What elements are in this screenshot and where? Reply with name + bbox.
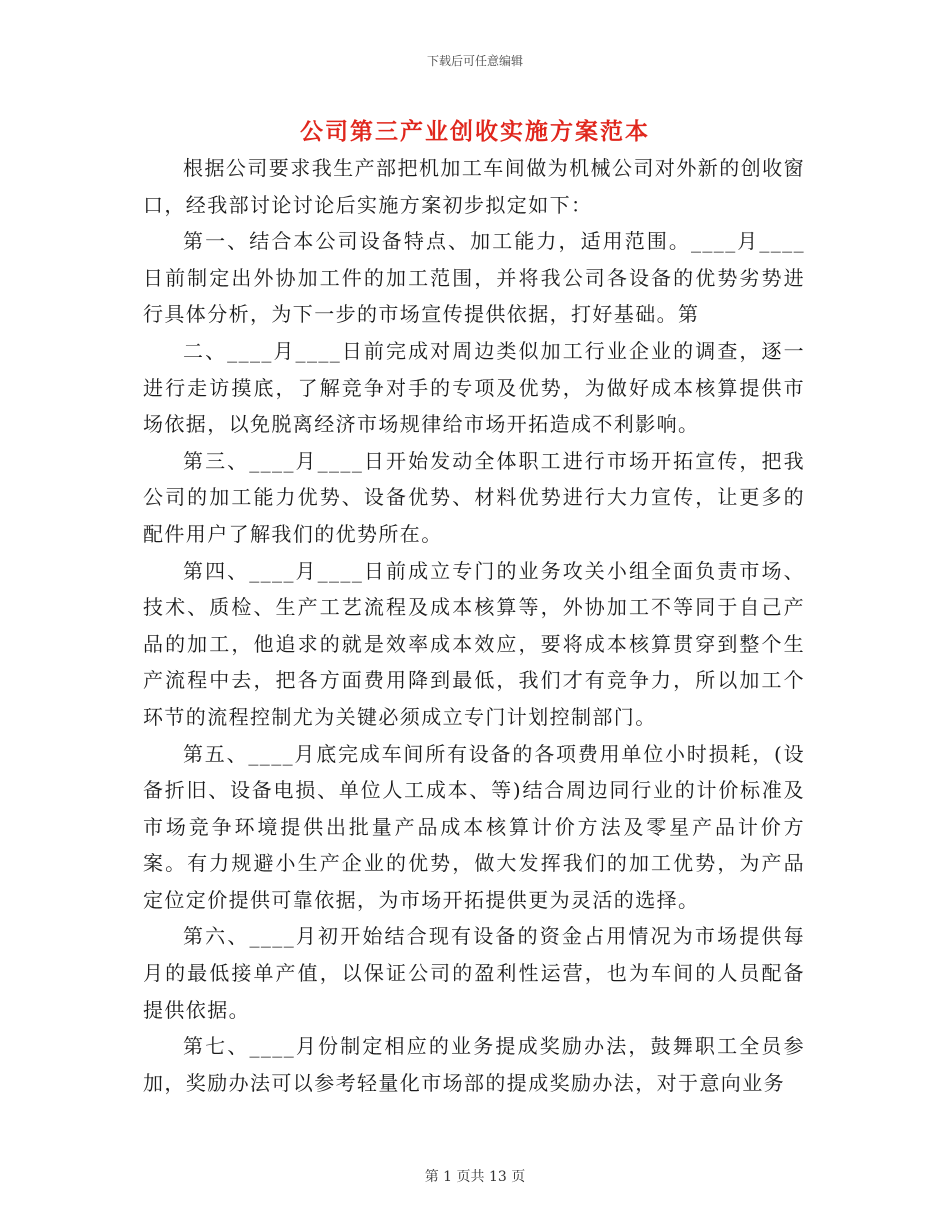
paragraph: 第四、____月____日前成立专门的业务攻关小组全面负责市场、技术、质检、生产工艺流程及成本核算等，外协加工不等同于自己产品的加工，他追求的就是效率成本效应，要将成本核算贯穿到整个生产流程中去，把各方面费用降到最低，我们才有竞争力，所以加工个环节的流程控制尤为关键必须成立专门计划控制部门。 (143, 558, 805, 729)
paragraph: 第三、____月____日开始发动全体职工进行市场开拓宣传，把我公司的加工能力优势、设备优势、材料优势进行大力宣传，让更多的配件用户了解我们的优势所在。 (143, 448, 805, 546)
paragraph: 第五、____月底完成车间所有设备的各项费用单位小时损耗，(设备折旧、设备电损、单位人工成本、等)结合周边同行业的计价标准及市场竞争环境提供出批量产品成本核算计价方法及零星产品计价方案。有力规避小生产企业的优势，做大发挥我们的加工优势，为产品定位定价提供可靠依据，为市场开拓提供更为灵活的选择。 (143, 741, 805, 912)
document-title: 公司第三产业创收实施方案范本 (300, 118, 650, 145)
paragraph: 第七、____月份制定相应的业务提成奖励办法，鼓舞职工全员参加，奖励办法可以参考轻量化市场部的提成奖励办法，对于意向业务 (143, 1034, 805, 1095)
paragraph: 第一、结合本公司设备特点、加工能力，适用范围。____月____日前制定出外协加工件的加工范围，并将我公司各设备的优势劣势进行具体分析，为下一步的市场宣传提供依据，打好基础。第 (143, 229, 805, 327)
page-number: 第 1 页共 13 页 (424, 1169, 526, 1185)
paragraph: 根据公司要求我生产部把机加工车间做为机械公司对外新的创收窗口，经我部讨论讨论后实施方案初步拟定如下： (143, 156, 805, 217)
header-note: 下载后可任意编辑 (426, 54, 523, 68)
document-body (143, 150, 805, 1101)
paragraph: 二、____月____日前完成对周边类似加工行业企业的调查，逐一进行走访摸底，了解竞争对手的专项及优势，为做好成本核算提供市场依据，以免脱离经济市场规律给市场开拓造成不利影响。 (143, 338, 805, 437)
paragraph: 第六、____月初开始结合现有设备的资金占用情况为市场提供每月的最低接单产值，以保证公司的盈利性运营，也为车间的人员配备提供依据。 (143, 924, 805, 1022)
